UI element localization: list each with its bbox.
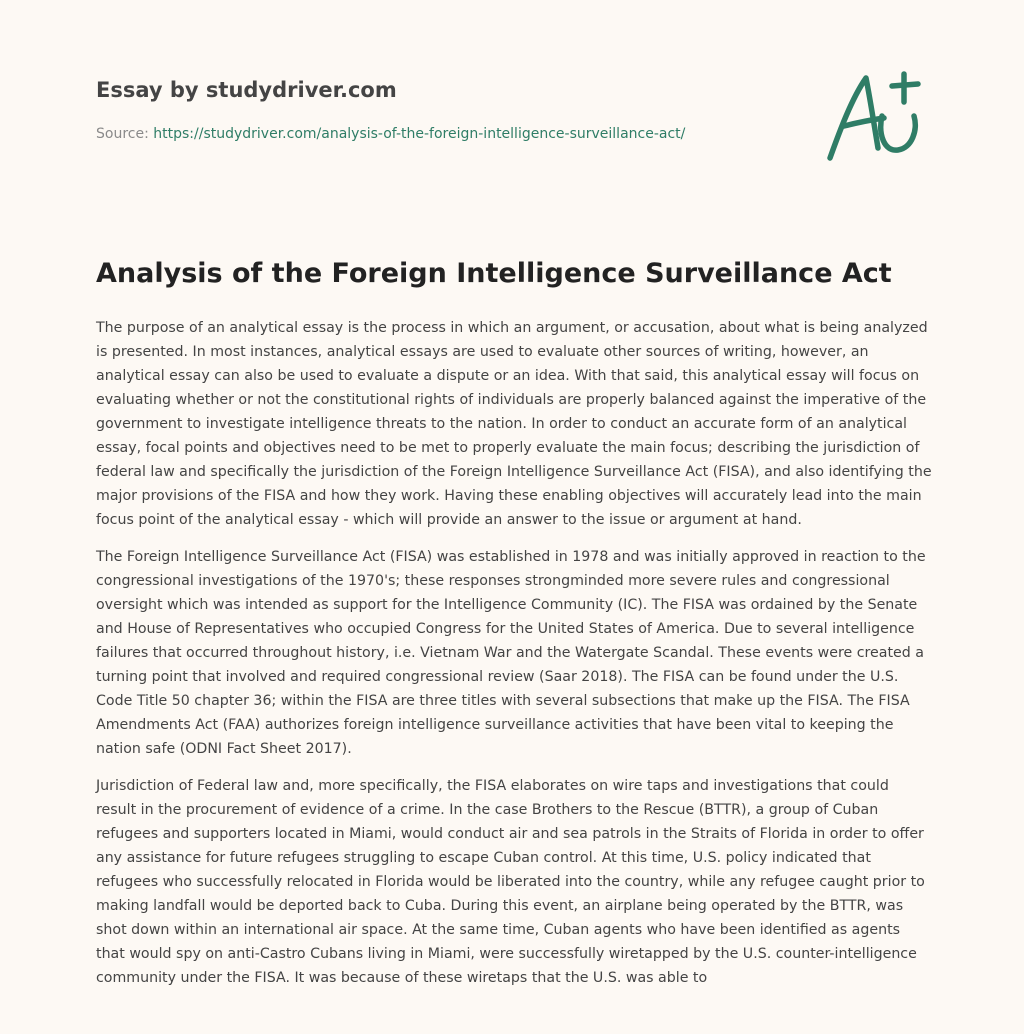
site-title: Essay by studydriver.com: [96, 78, 397, 102]
essay-title: Analysis of the Foreign Intelligence Surveillance Act: [96, 258, 892, 289]
a-plus-grade-svg: [822, 68, 926, 164]
essay-paragraph-3: Jurisdiction of Federal law and, more specifically, the FISA elaborates on wire taps and investigations that could result in the procurement of evidence of a crime. In the case Brothers to the Rescue (BTTR), a group of Cuban refugees and supporters located in Miami, would conduct air and sea patrols in the Straits of Florida in order to offer any assistance for future refugees struggling to escape Cuban control. At this time, U.S. policy indicated that refugees who successfully relocated in Florida would be liberated into the country, while any refugee caught prior to making landfall would be deported back to Cuba. During this event, an airplane being operated by the BTTR, was shot down within an international air space. At the same time, Cuban agents who have been identified as agents that would spy on anti-Castro Cubans living in Miami, were successfully wiretapped by the U.S. counter-intelligence community under the FISA. It was because of these wiretaps that the U.S. was able to: [96, 778, 925, 986]
essay-header: [96, 76, 796, 144]
source-link[interactable]: https://studydriver.com/analysis-of-the-foreign-intelligence-surveillance-act/: [153, 126, 686, 142]
essay-paragraph-1: The purpose of an analytical essay is the process in which an argument, or accusation, about what is being analyzed is presented. In most instances, analytical essays are used to evaluate other sources of writing, however, an analytical essay can also be used to evaluate a dispute or an idea. With that said, this analytical essay will focus on evaluating whether or not the constitutional rights of individuals are properly balanced against the imperative of the government to investigate intelligence threats to the nation. In order to conduct an accurate form of an analytical essay, focal points and objectives need to be met to properly evaluate the main focus; describing the jurisdiction of federal law and specifically the jurisdiction of the Foreign Intelligence Surveillance Act (FISA), and also identifying the major provisions of the FISA and how they work. Having these enabling objectives will accurately lead into the main focus point of the analytical essay - which will provide an answer to the issue or argument at hand.: [96, 320, 932, 528]
source-label: Source:: [96, 126, 149, 142]
a-plus-grade-icon: [822, 68, 926, 164]
essay-paragraph-2: The Foreign Intelligence Surveillance Act (FISA) was established in 1978 and was initially approved in reaction to the congressional investigations of the 1970's; these responses strongminded more severe rules and congressional oversight which was intended as support for the Intelligence Community (IC). The FISA was ordained by the Senate and House of Representatives who occupied Congress for the United States of America. Due to several intelligence failures that occurred throughout history, i.e. Vietnam War and the Watergate Scandal. These events were created a turning point that involved and required congressional review (Saar 2018). The FISA can be found under the U.S. Code Title 50 chapter 36; within the FISA are three titles with several subsections that make up the FISA. The FISA Amendments Act (FAA) authorizes foreign intelligence surveillance activities that have been vital to keeping the nation safe (ODNI Fact Sheet 2017).: [96, 549, 926, 757]
source-line: [96, 124, 796, 144]
essay-body: [96, 316, 932, 1003]
